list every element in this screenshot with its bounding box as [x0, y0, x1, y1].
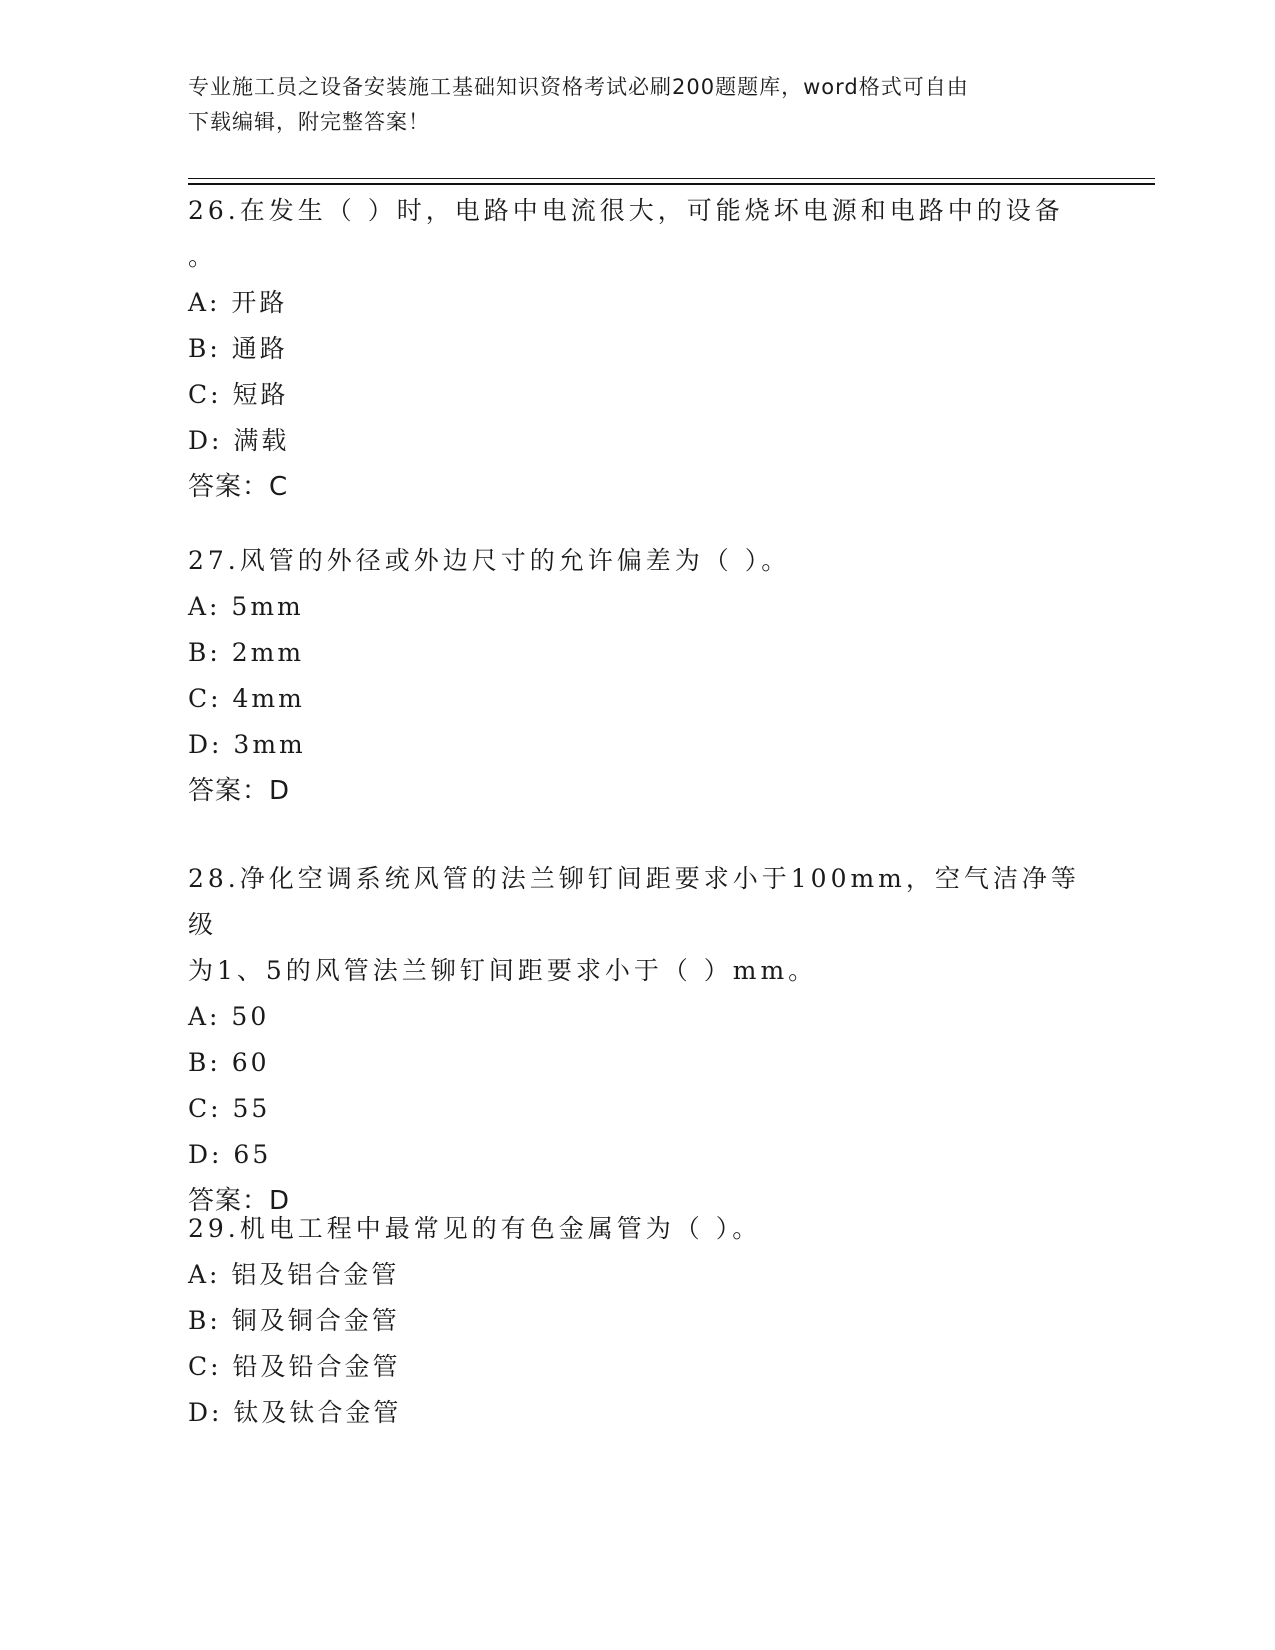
question-text-continued: 为1、5的风管法兰铆钉间距要求小于（ ）mm。 — [188, 956, 818, 985]
header-divider-thick — [188, 183, 1155, 185]
answer-line — [188, 768, 1088, 814]
answer-label: 答案： — [188, 472, 270, 502]
option-b: B: 通路 — [188, 334, 288, 363]
option-a: A: 50 — [188, 1002, 270, 1031]
question-text-continued: 。 — [188, 242, 218, 271]
option-c: C: 铅及铅合金管 — [188, 1352, 401, 1381]
option-b: B: 2mm — [188, 638, 305, 667]
question-text: 27.风管的外径或外边尺寸的允许偏差为（ ）。 — [188, 546, 791, 575]
question-27 — [188, 538, 1088, 814]
option-a: A: 5mm — [188, 592, 304, 621]
question-text: 28.净化空调系统风管的法兰铆钉间距要求小于100mm，空气洁净等级 — [188, 864, 1080, 939]
header-line-1: 专业施工员之设备安装施工基础知识资格考试必刷200题题库，word格式可自由 — [188, 75, 969, 99]
option-c: C: 短路 — [188, 380, 289, 409]
header-divider-thin — [188, 178, 1155, 179]
option-d: D: 3mm — [188, 730, 306, 759]
question-text: 29.机电工程中最常见的有色金属管为（ ）。 — [188, 1214, 762, 1243]
option-c: C: 4mm — [188, 684, 305, 713]
question-28 — [188, 856, 1088, 1224]
option-b: B: 60 — [188, 1048, 270, 1077]
option-a: A: 开路 — [188, 288, 288, 317]
answer-value: D — [269, 1186, 291, 1216]
question-26 — [188, 188, 1088, 510]
option-d: D: 65 — [188, 1140, 272, 1169]
option-a: A: 铝及铝合金管 — [188, 1260, 400, 1289]
question-29 — [188, 1206, 1088, 1436]
option-b: B: 铜及铜合金管 — [188, 1306, 400, 1335]
option-d: D: 满载 — [188, 426, 290, 455]
question-text: 26.在发生（ ）时，电路中电流很大，可能烧坏电源和电路中的设备 — [188, 196, 1064, 225]
header-line-2: 下载编辑，附完整答案！ — [188, 110, 430, 134]
answer-label: 答案： — [188, 1186, 270, 1216]
answer-label: 答案： — [188, 776, 270, 806]
document-header — [188, 70, 1088, 140]
answer-line — [188, 464, 1088, 510]
answer-value: D — [269, 776, 291, 806]
option-c: C: 55 — [188, 1094, 271, 1123]
option-d: D: 钛及钛合金管 — [188, 1398, 402, 1427]
answer-value: C — [269, 472, 289, 502]
